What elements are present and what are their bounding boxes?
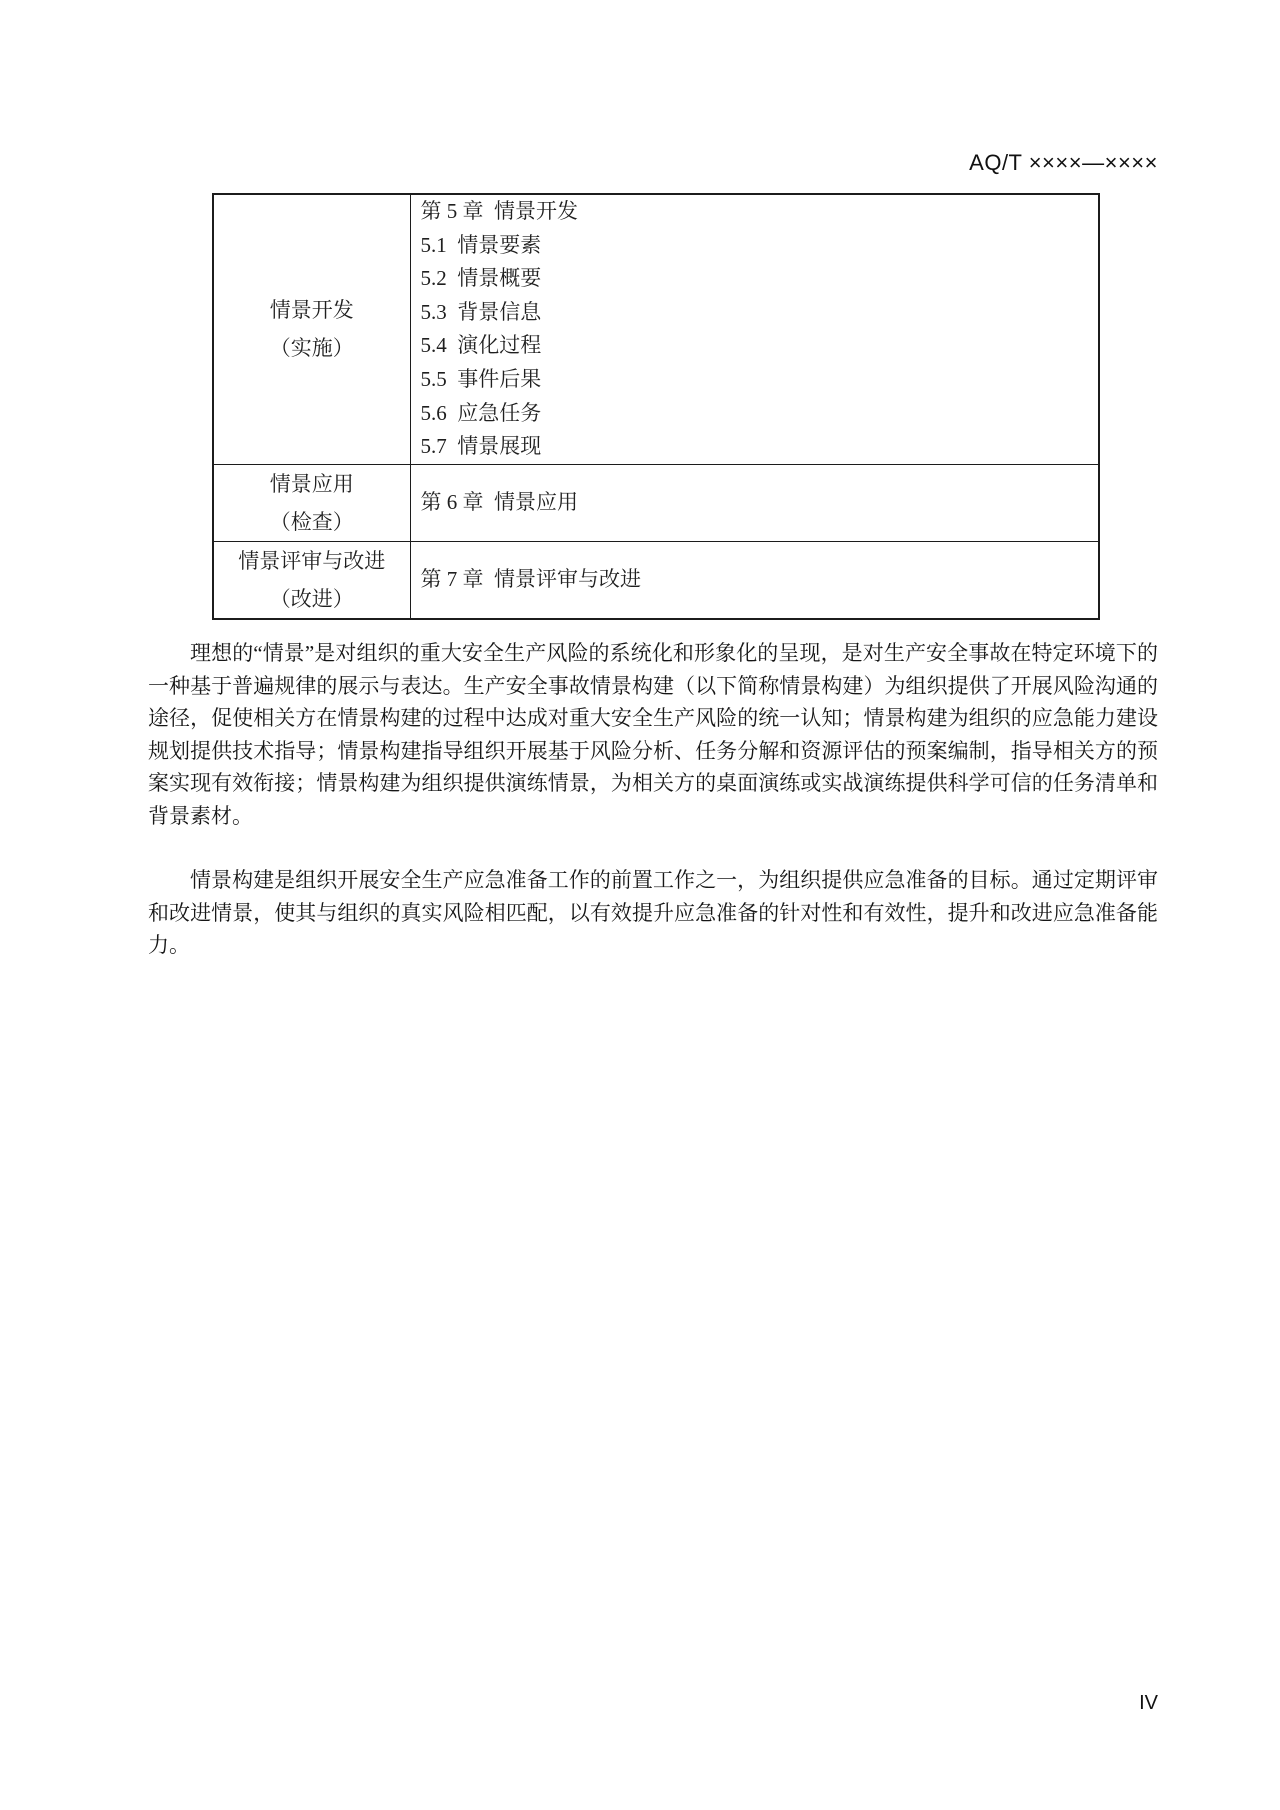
table-row-scenario-application bbox=[213, 464, 1099, 541]
chapter-line: 5.1 情景要素 bbox=[420, 232, 542, 257]
chapter-cell-review bbox=[410, 541, 1099, 619]
chapter-line: 5.6 应急任务 bbox=[420, 400, 542, 425]
stage-pdca-label: （改进） bbox=[269, 586, 354, 611]
stage-cell-development bbox=[213, 194, 410, 464]
stage-cell-application bbox=[213, 464, 410, 541]
chapter-line: 第 5 章 情景开发 bbox=[420, 199, 578, 223]
chapter-cell-application bbox=[410, 464, 1099, 541]
introduction-body-text bbox=[148, 637, 1158, 962]
page-number: IV bbox=[1139, 1692, 1158, 1714]
table-row-scenario-review bbox=[213, 541, 1099, 619]
table-row-scenario-development bbox=[213, 194, 1099, 464]
chapter-line: 5.4 演化过程 bbox=[420, 333, 542, 358]
chapter-line: 第 6 章 情景应用 bbox=[420, 489, 578, 514]
chapter-line: 第 7 章 情景评审与改进 bbox=[420, 566, 641, 591]
stage-pdca-label: （检查） bbox=[269, 509, 354, 534]
chapter-line: 5.7 情景展现 bbox=[420, 434, 542, 459]
stage-pdca-label: （实施） bbox=[269, 336, 354, 361]
chapter-line: 5.3 背景信息 bbox=[420, 299, 542, 324]
intro-paragraph-1: 理想的“情景”是对组织的重大安全生产风险的系统化和形象化的呈现，是对生产安全事故在特定环境下的一种基于普遍规律的展示与表达。生产安全事故情景构建（以下简称情景构建）为组织提供了开展风险沟通的途径，促使相关方在情景构建的过程中达成对重大安全生产风险的统一认知；情景构建为组织的应急能力建设规划提供技术指导；情景构建指导组织开展基于风险分析、任务分解和资源评估的预案编制，指导相关方的预案实现有效衔接；情景构建为组织提供演练情景，为相关方的桌面演练或实战演练提供科学可信的任务清单和背景素材。 bbox=[148, 641, 1158, 828]
stage-name: 情景开发 bbox=[269, 298, 354, 323]
chapter-line: 5.2 情景概要 bbox=[420, 266, 542, 291]
standard-number-header: AQ/T ××××—×××× bbox=[969, 150, 1158, 175]
chapter-line: 5.5 事件后果 bbox=[420, 366, 542, 391]
scenario-stage-table bbox=[212, 193, 1100, 620]
chapter-cell-development bbox=[410, 194, 1099, 464]
intro-paragraph-2: 情景构建是组织开展安全生产应急准备工作的前置工作之一，为组织提供应急准备的目标。通过定期评审和改进情景，使其与组织的真实风险相匹配，以有效提升应急准备的针对性和有效性，提升和改进应急准备能力。 bbox=[148, 868, 1158, 957]
stage-cell-review bbox=[213, 541, 410, 619]
stage-name: 情景应用 bbox=[269, 471, 354, 496]
stage-name: 情景评审与改进 bbox=[238, 548, 386, 573]
